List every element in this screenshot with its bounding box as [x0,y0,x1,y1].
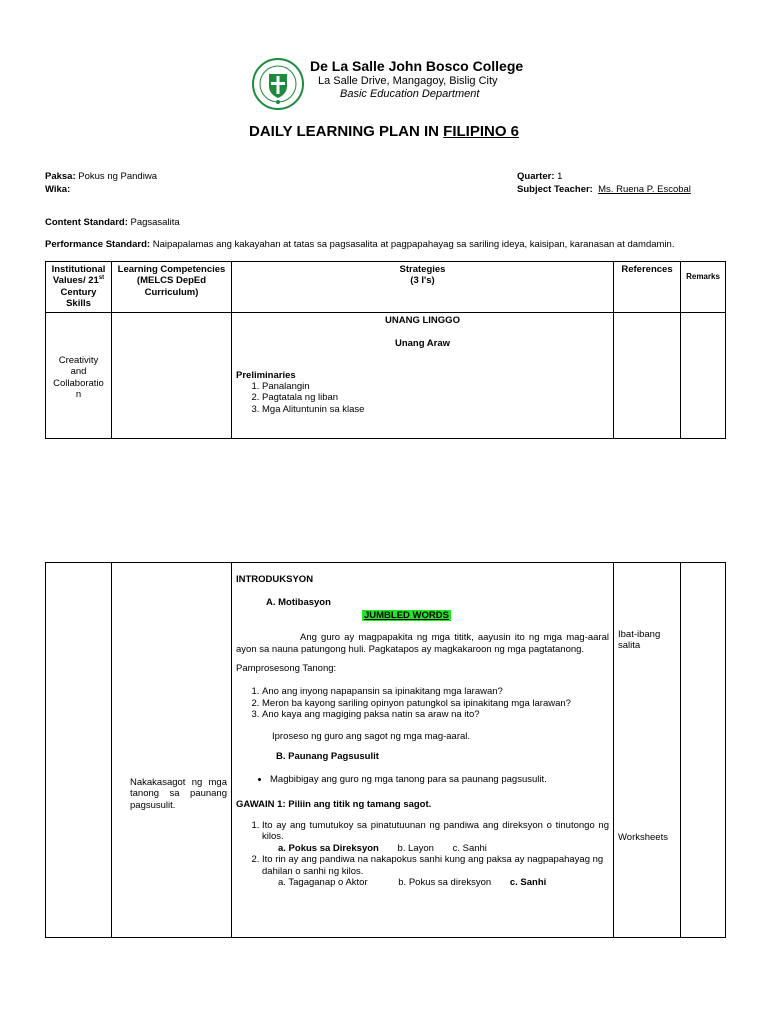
list-item: 2. Pagtatala ng liban [262,392,609,403]
strategies-cell-2 [232,563,614,938]
plan-table-2 [45,562,726,938]
list-item: 2. Ito rin ay ang pandiwa na nakapokus sanhi kung ang paksa ay nagpapahayag ng dahilan o sanhi ng kilos. a. Tagaganap o Aktor b. Pokus sa direksyon c. Sanhi [262,854,609,888]
college-address: La Salle Drive, Mangagoy, Bislig City [318,75,498,87]
questions-list [236,686,609,720]
motibasyon-paragraph: Ang guro ay magpapakita ng mga tititk, aayusin ito ng mga mag-aaral ayon sa nauna patungong huli. Pagkatapos ay magkakaroon ng mga pagtatanong. [236,632,609,655]
plan-table-1 [45,261,726,439]
remarks-cell-empty [681,563,726,938]
strategies-cell [232,312,614,438]
reference-1: Ibat-ibang salita [618,629,661,652]
motibasyon-title: A. Motibasyon [266,597,331,609]
references-cell [614,563,681,938]
list-item: 3. Ano kaya ang magiging paksa natin sa araw na ito? [262,709,609,720]
list-item: 3. Mga Alituntunin sa klase [262,404,609,415]
list-item: 1. Ito ay ang tumutukoy sa pinatutuunan ng pandiwa ang direksyon o tinutongo ng kilos. a. Pokus sa Direksyon b. Layon c. Sanhi [262,820,609,854]
department-name: Basic Education Department [340,88,480,100]
wika-line: Wika: [45,184,71,195]
paunang-list [236,774,609,785]
jumbled-words-label: JUMBLED WORDS [364,609,449,621]
list-item: 1. Ano ang inyong napapansin sa ipinakitang mga larawan? [262,686,609,697]
week-label: UNANG LINGGO [385,314,460,326]
header-values: Institutional Values/ 21st Century Skills [46,262,112,313]
paunang-title: B. Paunang Pagsusulit [276,750,379,762]
values-cell-empty [46,563,112,938]
references-cell-empty [614,312,681,438]
iproseso-text: Iproseso ng guro ang sagot ng mga mag-aaral. [272,730,471,742]
college-seal-logo [252,58,304,110]
gawain-list [236,820,609,888]
preliminaries-title: Preliminaries [236,369,296,381]
header-competencies: Learning Competencies (MELCS DepEd Curriculum) [112,262,232,313]
list-item: 1. Panalangin [262,381,609,392]
page-title: DAILY LEARNING PLAN IN FILIPINO 6 [248,123,520,140]
list-item: • Magbibigay ang guro ng mga tanong para sa paunang pagsusulit. [270,774,609,785]
item2-options: a. Tagaganap o Aktor b. Pokus sa direksyon c. Sanhi [278,877,547,889]
paksa-line: Paksa: Pokus ng Pandiwa [45,171,157,182]
quarter-line: Quarter: 1 [517,171,563,182]
pamprosesong-title: Pamprosesong Tanong: [236,662,337,674]
competency-cell: Nakakasagot ng mga tanong sa paunang pagsusulit. [112,563,232,938]
introduksyon-title: INTRODUKSYON [236,574,314,585]
competency-cell-empty [112,312,232,438]
item1-options: a. Pokus sa Direksyon b. Layon c. Sanhi [278,842,487,854]
header-references: References [614,262,681,313]
list-item: 2. Meron ba kayong sariling opinyon patungkol sa ipinakitang mga larawan? [262,698,609,709]
performance-standard: Performance Standard: Naipapalamas ang kakayahan at tatas sa pagsasalita at pagpapahayag sa sariling ideya, kaisipan, karanasan at damdamin. [45,239,675,250]
content-standard: Content Standard: Pagsasalita [45,217,180,228]
remarks-cell-empty [681,312,726,438]
day-label: Unang Araw [394,338,451,350]
preliminaries-list [236,381,609,415]
teacher-line: Subject Teacher: Ms. Ruena P. Escobal [517,184,691,195]
header-strategies: Strategies (3 I's) [232,262,614,313]
values-cell: Creativity and Collaboratio n [46,312,112,438]
gawain-title: GAWAIN 1: Piliin ang titik ng tamang sagot. [236,798,432,810]
reference-2: Worksheets [618,831,668,843]
header-remarks: Remarks [681,262,726,313]
college-name: De La Salle John Bosco College [310,58,524,74]
